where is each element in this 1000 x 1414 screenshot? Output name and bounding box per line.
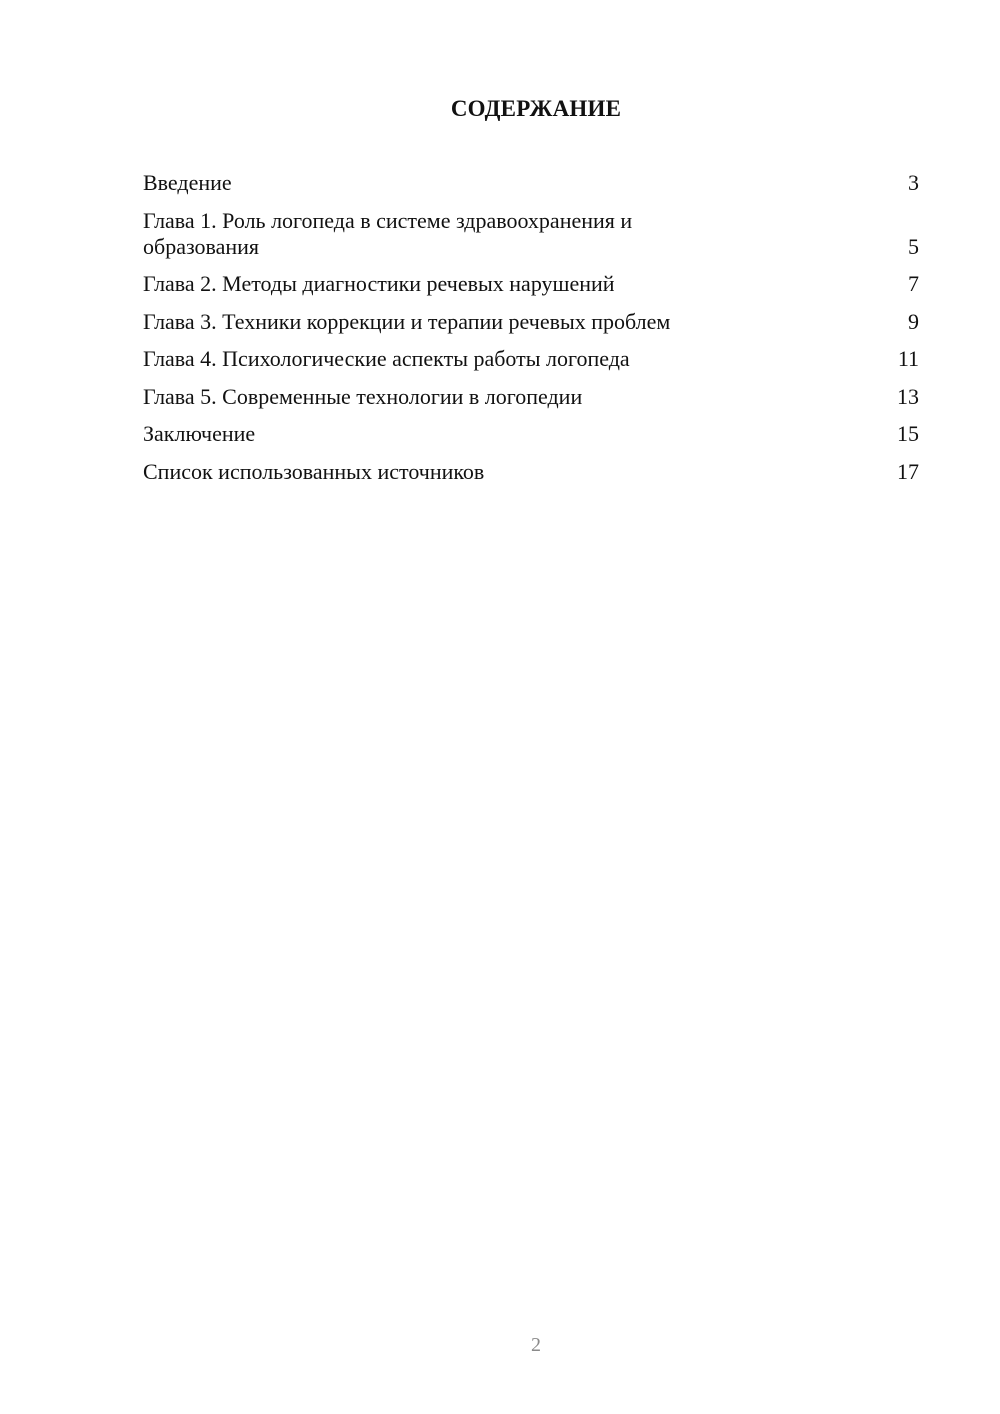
toc-entry-page: 5 <box>908 233 919 259</box>
toc-entry-page: 11 <box>897 346 919 371</box>
toc-entry-label: Глава 1. Роль логопеда в системе здравоохранения и образования <box>143 207 633 259</box>
toc-entry-chapter-2 <box>143 271 919 297</box>
toc-entry-label: Глава 2. Методы диагностики речевых нарушений <box>143 271 615 296</box>
page-number: 2 <box>531 1334 541 1356</box>
toc-entry-chapter-5 <box>143 384 919 410</box>
toc-entry-label: Введение <box>143 170 232 195</box>
toc-entry-chapter-4 <box>143 346 919 372</box>
toc-title: СОДЕРЖАНИЕ <box>450 96 622 121</box>
toc-entry-page: 17 <box>897 458 919 484</box>
toc-entry-label: Глава 5. Современные технологии в логопедии <box>143 383 583 409</box>
toc-entry-label: Заключение <box>143 421 256 446</box>
toc-entry-page: 15 <box>897 421 919 446</box>
toc-entry-label: Глава 4. Психологические аспекты работы логопеда <box>143 346 630 371</box>
toc-entry-label: Глава 3. Техники коррекции и терапии речевых проблем <box>143 308 671 334</box>
toc-entry-introduction <box>143 170 919 196</box>
toc-entry-page: 13 <box>897 383 919 409</box>
toc-entry-chapter-3 <box>143 309 919 335</box>
toc-entry-label: Список использованных источников <box>143 458 485 484</box>
toc-entry-chapter-1 <box>143 208 919 260</box>
toc-entry-conclusion <box>143 421 919 447</box>
toc-entry-page: 9 <box>908 308 919 334</box>
toc-entry-references <box>143 459 919 485</box>
table-of-contents <box>143 170 919 496</box>
toc-entry-page: 3 <box>908 170 919 195</box>
toc-entry-page: 7 <box>908 271 919 296</box>
